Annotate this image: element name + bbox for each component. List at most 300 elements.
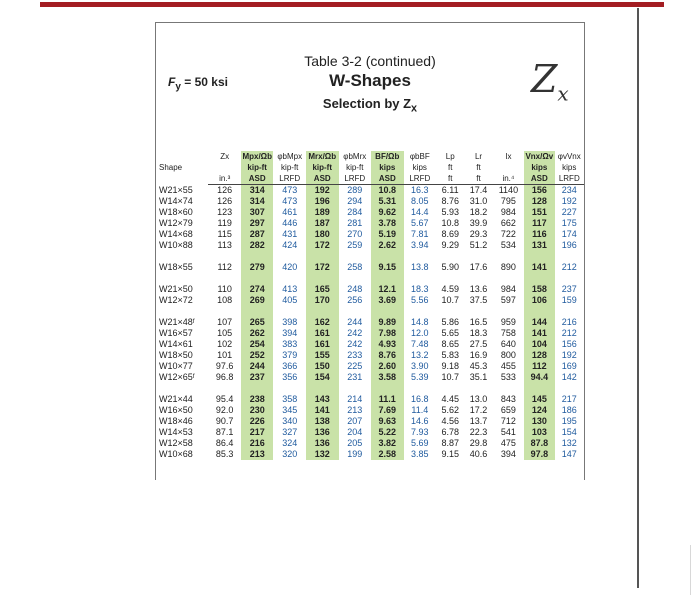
value-cell: 8.76 <box>441 196 459 206</box>
value-cell: 3.85 <box>411 449 429 459</box>
table-row <box>156 339 584 350</box>
value-cell: 327 <box>282 427 298 437</box>
gap-cell <box>273 383 306 394</box>
shape-cell: W12×72 <box>159 295 193 305</box>
value-cell: 170 <box>306 295 339 306</box>
value-cell: 96.8 <box>215 372 234 382</box>
value-cell: 186 <box>561 405 577 415</box>
value-cell: 237 <box>561 284 577 294</box>
value-cell: 274 <box>241 284 274 295</box>
value-cell: 984 <box>500 207 516 217</box>
value-cell: 248 <box>347 284 363 294</box>
value-cell: 237 <box>241 372 274 383</box>
value-cell: 40.6 <box>469 449 488 459</box>
value-cell: 284 <box>347 207 363 217</box>
value-cell: 187 <box>306 218 339 229</box>
value-cell: 192 <box>561 350 577 360</box>
value-cell: 13.6 <box>469 284 488 294</box>
value-cell: 103 <box>524 427 554 438</box>
column-method: ASD <box>371 173 404 185</box>
shape-column-header: Shape <box>159 163 183 173</box>
value-cell: 534 <box>500 240 516 250</box>
column-unit <box>493 162 524 173</box>
column-header: Ix <box>505 152 512 161</box>
value-cell: 279 <box>241 262 274 273</box>
header-row-methods <box>156 173 584 185</box>
value-cell: 6.11 <box>441 185 459 195</box>
value-cell: 16.5 <box>469 317 488 327</box>
table-row <box>156 438 584 449</box>
value-cell: 3.78 <box>371 218 404 229</box>
selection-subscript: x <box>411 102 418 115</box>
gap-cell <box>306 273 339 284</box>
value-cell: 5.19 <box>371 229 404 240</box>
value-cell: 141 <box>306 405 339 416</box>
gap-cell <box>241 383 274 394</box>
value-cell: 282 <box>241 240 274 251</box>
header-row-symbols <box>156 151 584 162</box>
value-cell: 136 <box>306 438 339 449</box>
value-cell: 16.9 <box>469 350 488 360</box>
value-cell: 3.90 <box>411 361 429 371</box>
table-row <box>156 405 584 416</box>
value-cell: 225 <box>347 361 363 371</box>
value-cell: 189 <box>306 207 339 218</box>
value-cell: 192 <box>561 196 577 206</box>
value-cell: 340 <box>282 416 298 426</box>
value-cell: 92.0 <box>215 405 234 415</box>
gap-cell <box>156 273 208 284</box>
value-cell: 10.8 <box>441 218 459 228</box>
value-cell: 9.63 <box>371 416 404 427</box>
group-gap <box>156 251 584 262</box>
w-shapes-table <box>156 151 584 460</box>
gap-cell <box>208 383 241 394</box>
shape-cell: W21×44 <box>159 394 193 404</box>
value-cell: 230 <box>241 405 274 416</box>
column-unit: kip-ft <box>281 163 299 172</box>
value-cell: 3.82 <box>371 438 404 449</box>
column-method: LRFD <box>273 173 306 185</box>
value-cell: 213 <box>347 405 363 415</box>
value-cell: 199 <box>347 449 363 459</box>
gap-cell <box>339 251 372 262</box>
value-cell: 461 <box>282 207 298 217</box>
value-cell: 4.56 <box>441 416 459 426</box>
table-row <box>156 372 584 383</box>
shape-cell: W21×48ᶠ <box>159 317 195 327</box>
value-cell: 130 <box>524 416 554 427</box>
value-cell: 252 <box>241 350 274 361</box>
value-cell: 205 <box>347 438 363 448</box>
column-header: φvVnx <box>557 152 581 161</box>
value-cell: 119 <box>217 218 232 228</box>
column-header: Lr <box>474 152 483 161</box>
column-method: in.³ <box>208 173 241 185</box>
value-cell: 473 <box>282 196 298 206</box>
value-cell: 413 <box>282 284 298 294</box>
shape-cell: W18×50 <box>159 350 193 360</box>
value-cell: 110 <box>217 284 232 294</box>
gap-cell <box>156 251 208 262</box>
value-cell: 113 <box>217 240 232 250</box>
value-cell: 3.69 <box>371 295 404 306</box>
fy-symbol: F <box>168 75 176 89</box>
value-cell: 314 <box>241 196 274 207</box>
gap-cell <box>493 251 524 262</box>
value-cell: 156 <box>524 185 554 197</box>
gap-cell <box>464 306 492 317</box>
value-cell: 320 <box>282 449 298 459</box>
gap-cell <box>306 383 339 394</box>
gap-cell <box>436 306 464 317</box>
table-row <box>156 328 584 339</box>
value-cell: 39.9 <box>469 218 488 228</box>
value-cell: 128 <box>524 350 554 361</box>
value-cell: 307 <box>241 207 274 218</box>
value-cell: 156 <box>561 339 577 349</box>
value-cell: 262 <box>241 328 274 339</box>
value-cell: 475 <box>500 438 516 448</box>
shape-cell: W21×50 <box>159 284 193 294</box>
value-cell: 29.3 <box>469 229 488 239</box>
table-row <box>156 449 584 460</box>
table-row <box>156 262 584 273</box>
column-header: Mrx/Ωb <box>306 151 339 162</box>
table-row <box>156 229 584 240</box>
column-method: ASD <box>241 173 274 185</box>
value-cell: 16.3 <box>411 185 429 195</box>
value-cell: 233 <box>347 350 363 360</box>
value-cell: 244 <box>241 361 274 372</box>
value-cell: 87.8 <box>524 438 554 449</box>
column-header: Lp <box>445 152 455 161</box>
value-cell: 242 <box>347 339 363 349</box>
value-cell: 13.7 <box>469 416 488 426</box>
value-cell: 29.8 <box>469 438 488 448</box>
column-method: ft <box>464 173 492 185</box>
group-gap <box>156 306 584 317</box>
value-cell: 37.5 <box>469 295 488 305</box>
value-cell: 5.65 <box>441 328 459 338</box>
value-cell: 10.8 <box>371 185 404 197</box>
value-cell: 640 <box>500 339 516 349</box>
value-cell: 244 <box>347 317 363 327</box>
selection-text: Selection by Z <box>322 96 412 111</box>
gap-cell <box>208 251 241 262</box>
value-cell: 107 <box>217 317 233 327</box>
zx-subscript: x <box>557 81 569 106</box>
value-cell: 35.1 <box>469 372 488 382</box>
gap-cell <box>493 383 524 394</box>
column-method: ASD <box>524 173 554 185</box>
table-row <box>156 240 584 251</box>
column-unit: kips <box>524 162 554 173</box>
gap-cell <box>555 273 584 284</box>
value-cell: 159 <box>561 295 577 305</box>
value-cell: 17.6 <box>469 262 488 272</box>
value-cell: 383 <box>282 339 298 349</box>
edge-line <box>690 545 691 595</box>
table-row <box>156 196 584 207</box>
value-cell: 356 <box>282 372 298 382</box>
value-cell: 890 <box>500 262 516 272</box>
value-cell: 128 <box>524 196 554 207</box>
value-cell: 8.65 <box>441 339 459 349</box>
gap-cell <box>339 273 372 284</box>
table-row <box>156 361 584 372</box>
value-cell: 126 <box>217 196 233 206</box>
column-header: Mpx/Ωb <box>242 152 272 161</box>
value-cell: 473 <box>282 185 298 195</box>
shape-cell: W18×46 <box>159 416 193 426</box>
value-cell: 265 <box>241 317 274 328</box>
gap-cell <box>156 383 208 394</box>
gap-cell <box>404 251 437 262</box>
gap-cell <box>306 251 339 262</box>
shape-cell: W14×68 <box>159 229 193 239</box>
value-cell: 424 <box>282 240 298 250</box>
value-cell: 126 <box>217 185 233 195</box>
shape-cell: W16×57 <box>159 328 193 338</box>
value-cell: 216 <box>561 317 577 327</box>
value-cell: 8.05 <box>411 196 429 206</box>
value-cell: 2.58 <box>371 449 404 460</box>
value-cell: 216 <box>241 438 274 449</box>
value-cell: 108 <box>217 295 233 305</box>
gap-cell <box>555 383 584 394</box>
group-gap <box>156 273 584 284</box>
value-cell: 12.0 <box>411 328 429 338</box>
value-cell: 132 <box>306 449 339 460</box>
shape-cell: W10×88 <box>159 240 193 250</box>
value-cell: 97.6 <box>215 361 234 371</box>
value-cell: 1140 <box>498 185 519 195</box>
column-method: ft <box>436 173 464 185</box>
value-cell: 13.2 <box>411 350 429 360</box>
value-cell: 226 <box>241 416 274 427</box>
value-cell: 9.15 <box>441 449 459 459</box>
value-cell: 287 <box>241 229 274 240</box>
gap-cell <box>493 273 524 284</box>
value-cell: 165 <box>306 284 339 295</box>
column-method: ASD <box>306 173 339 185</box>
value-cell: 104 <box>524 339 554 350</box>
fy-subscript: y <box>175 81 181 93</box>
zx-letter: Z <box>531 57 558 101</box>
value-cell: 172 <box>306 240 339 251</box>
value-cell: 405 <box>282 295 298 305</box>
value-cell: 207 <box>347 416 363 426</box>
gap-cell <box>339 306 372 317</box>
value-cell: 256 <box>347 295 363 305</box>
column-method: in.⁴ <box>493 173 524 185</box>
value-cell: 22.3 <box>469 427 488 437</box>
value-cell: 3.94 <box>411 240 429 250</box>
column-header: Zx <box>220 152 230 161</box>
table-row <box>156 350 584 361</box>
value-cell: 180 <box>306 229 339 240</box>
value-cell: 16.8 <box>411 394 429 404</box>
column-unit: ft <box>476 163 481 172</box>
value-cell: 13.8 <box>411 262 429 272</box>
value-cell: 7.81 <box>411 229 429 239</box>
value-cell: 172 <box>306 262 339 273</box>
gap-cell <box>156 306 208 317</box>
value-cell: 722 <box>500 229 516 239</box>
gap-cell <box>493 306 524 317</box>
value-cell: 5.90 <box>441 262 459 272</box>
column-unit <box>208 162 241 173</box>
value-cell: 238 <box>241 394 274 405</box>
value-cell: 94.4 <box>524 372 554 383</box>
value-cell: 14.4 <box>411 207 429 217</box>
value-cell: 5.39 <box>411 372 429 382</box>
value-cell: 294 <box>347 196 363 206</box>
value-cell: 116 <box>524 229 554 240</box>
value-cell: 85.3 <box>215 449 234 459</box>
value-cell: 141 <box>524 328 554 339</box>
value-cell: 155 <box>306 350 339 361</box>
gap-cell <box>524 306 554 317</box>
selection-caption <box>156 96 584 115</box>
value-cell: 95.4 <box>215 394 234 404</box>
table-panel <box>155 22 585 480</box>
value-cell: 420 <box>282 262 298 272</box>
value-cell: 5.93 <box>441 207 459 217</box>
value-cell: 162 <box>306 317 339 328</box>
column-unit: kips <box>371 162 404 173</box>
column-unit: kip-ft <box>306 162 339 173</box>
table-row <box>156 317 584 328</box>
value-cell: 192 <box>306 185 339 197</box>
value-cell: 90.7 <box>215 416 234 426</box>
value-cell: 324 <box>282 438 298 448</box>
value-cell: 154 <box>306 372 339 383</box>
value-cell: 9.15 <box>371 262 404 273</box>
shape-cell: W12×79 <box>159 218 193 228</box>
value-cell: 9.18 <box>441 361 459 371</box>
table-row <box>156 207 584 218</box>
value-cell: 213 <box>241 449 274 460</box>
gap-cell <box>371 251 404 262</box>
value-cell: 258 <box>347 262 363 272</box>
value-cell: 112 <box>524 361 554 372</box>
value-cell: 446 <box>282 218 298 228</box>
value-cell: 132 <box>561 438 577 448</box>
value-cell: 154 <box>561 427 577 437</box>
value-cell: 281 <box>347 218 363 228</box>
value-cell: 217 <box>561 394 577 404</box>
value-cell: 7.98 <box>371 328 404 339</box>
value-cell: 158 <box>524 284 554 295</box>
value-cell: 87.1 <box>215 427 234 437</box>
value-cell: 27.5 <box>469 339 488 349</box>
value-cell: 231 <box>347 372 363 382</box>
value-cell: 9.89 <box>371 317 404 328</box>
column-method: LRFD <box>404 173 437 185</box>
value-cell: 758 <box>500 328 516 338</box>
gap-cell <box>524 273 554 284</box>
table-row <box>156 284 584 295</box>
value-cell: 214 <box>347 394 363 404</box>
value-cell: 431 <box>282 229 298 239</box>
value-cell: 5.31 <box>371 196 404 207</box>
value-cell: 843 <box>500 394 516 404</box>
shape-cell: W12×58 <box>159 438 193 448</box>
shape-cell: W18×60 <box>159 207 193 217</box>
value-cell: 541 <box>500 427 516 437</box>
value-cell: 455 <box>500 361 516 371</box>
gap-cell <box>436 251 464 262</box>
value-cell: 5.69 <box>411 438 429 448</box>
gap-cell <box>464 251 492 262</box>
top-accent-bar <box>40 2 664 7</box>
value-cell: 800 <box>500 350 516 360</box>
column-header: φbMrx <box>343 152 367 161</box>
value-cell: 196 <box>306 196 339 207</box>
zx-symbol <box>531 57 569 106</box>
value-cell: 289 <box>347 185 363 195</box>
value-cell: 8.76 <box>371 350 404 361</box>
gap-cell <box>371 306 404 317</box>
value-cell: 105 <box>217 328 233 338</box>
value-cell: 138 <box>306 416 339 427</box>
value-cell: 366 <box>282 361 298 371</box>
column-header: φbBF <box>409 152 430 161</box>
value-cell: 212 <box>561 328 577 338</box>
column-unit: ft <box>447 163 453 172</box>
value-cell: 14.8 <box>411 317 429 327</box>
value-cell: 5.22 <box>371 427 404 438</box>
value-cell: 115 <box>217 229 232 239</box>
value-cell: 174 <box>561 229 577 239</box>
value-cell: 145 <box>524 394 554 405</box>
value-cell: 217 <box>241 427 274 438</box>
value-cell: 8.87 <box>441 438 459 448</box>
value-cell: 142 <box>561 372 577 382</box>
value-cell: 2.60 <box>371 361 404 372</box>
column-header: BF/Ωb <box>371 151 404 162</box>
value-cell: 175 <box>561 218 577 228</box>
shape-cell: W14×74 <box>159 196 193 206</box>
shape-cell: W14×53 <box>159 427 193 437</box>
value-cell: 234 <box>561 185 577 195</box>
gap-cell <box>208 273 241 284</box>
value-cell: 345 <box>282 405 298 415</box>
table-row <box>156 416 584 427</box>
value-cell: 212 <box>561 262 577 272</box>
value-cell: 97.8 <box>524 449 554 460</box>
value-cell: 259 <box>347 240 363 250</box>
value-cell: 394 <box>500 449 516 459</box>
value-cell: 398 <box>282 317 298 327</box>
value-cell: 4.93 <box>371 339 404 350</box>
value-cell: 3.58 <box>371 372 404 383</box>
value-cell: 161 <box>306 328 339 339</box>
value-cell: 10.7 <box>441 295 459 305</box>
column-method: LRFD <box>555 173 584 185</box>
value-cell: 45.3 <box>469 361 488 371</box>
gap-cell <box>436 383 464 394</box>
gap-cell <box>524 251 554 262</box>
value-cell: 102 <box>217 339 233 349</box>
column-unit: kip-ft <box>346 163 364 172</box>
gap-cell <box>524 383 554 394</box>
column-header: Vnx/Ωv <box>525 152 554 161</box>
table-row <box>156 394 584 405</box>
value-cell: 17.4 <box>469 185 488 195</box>
